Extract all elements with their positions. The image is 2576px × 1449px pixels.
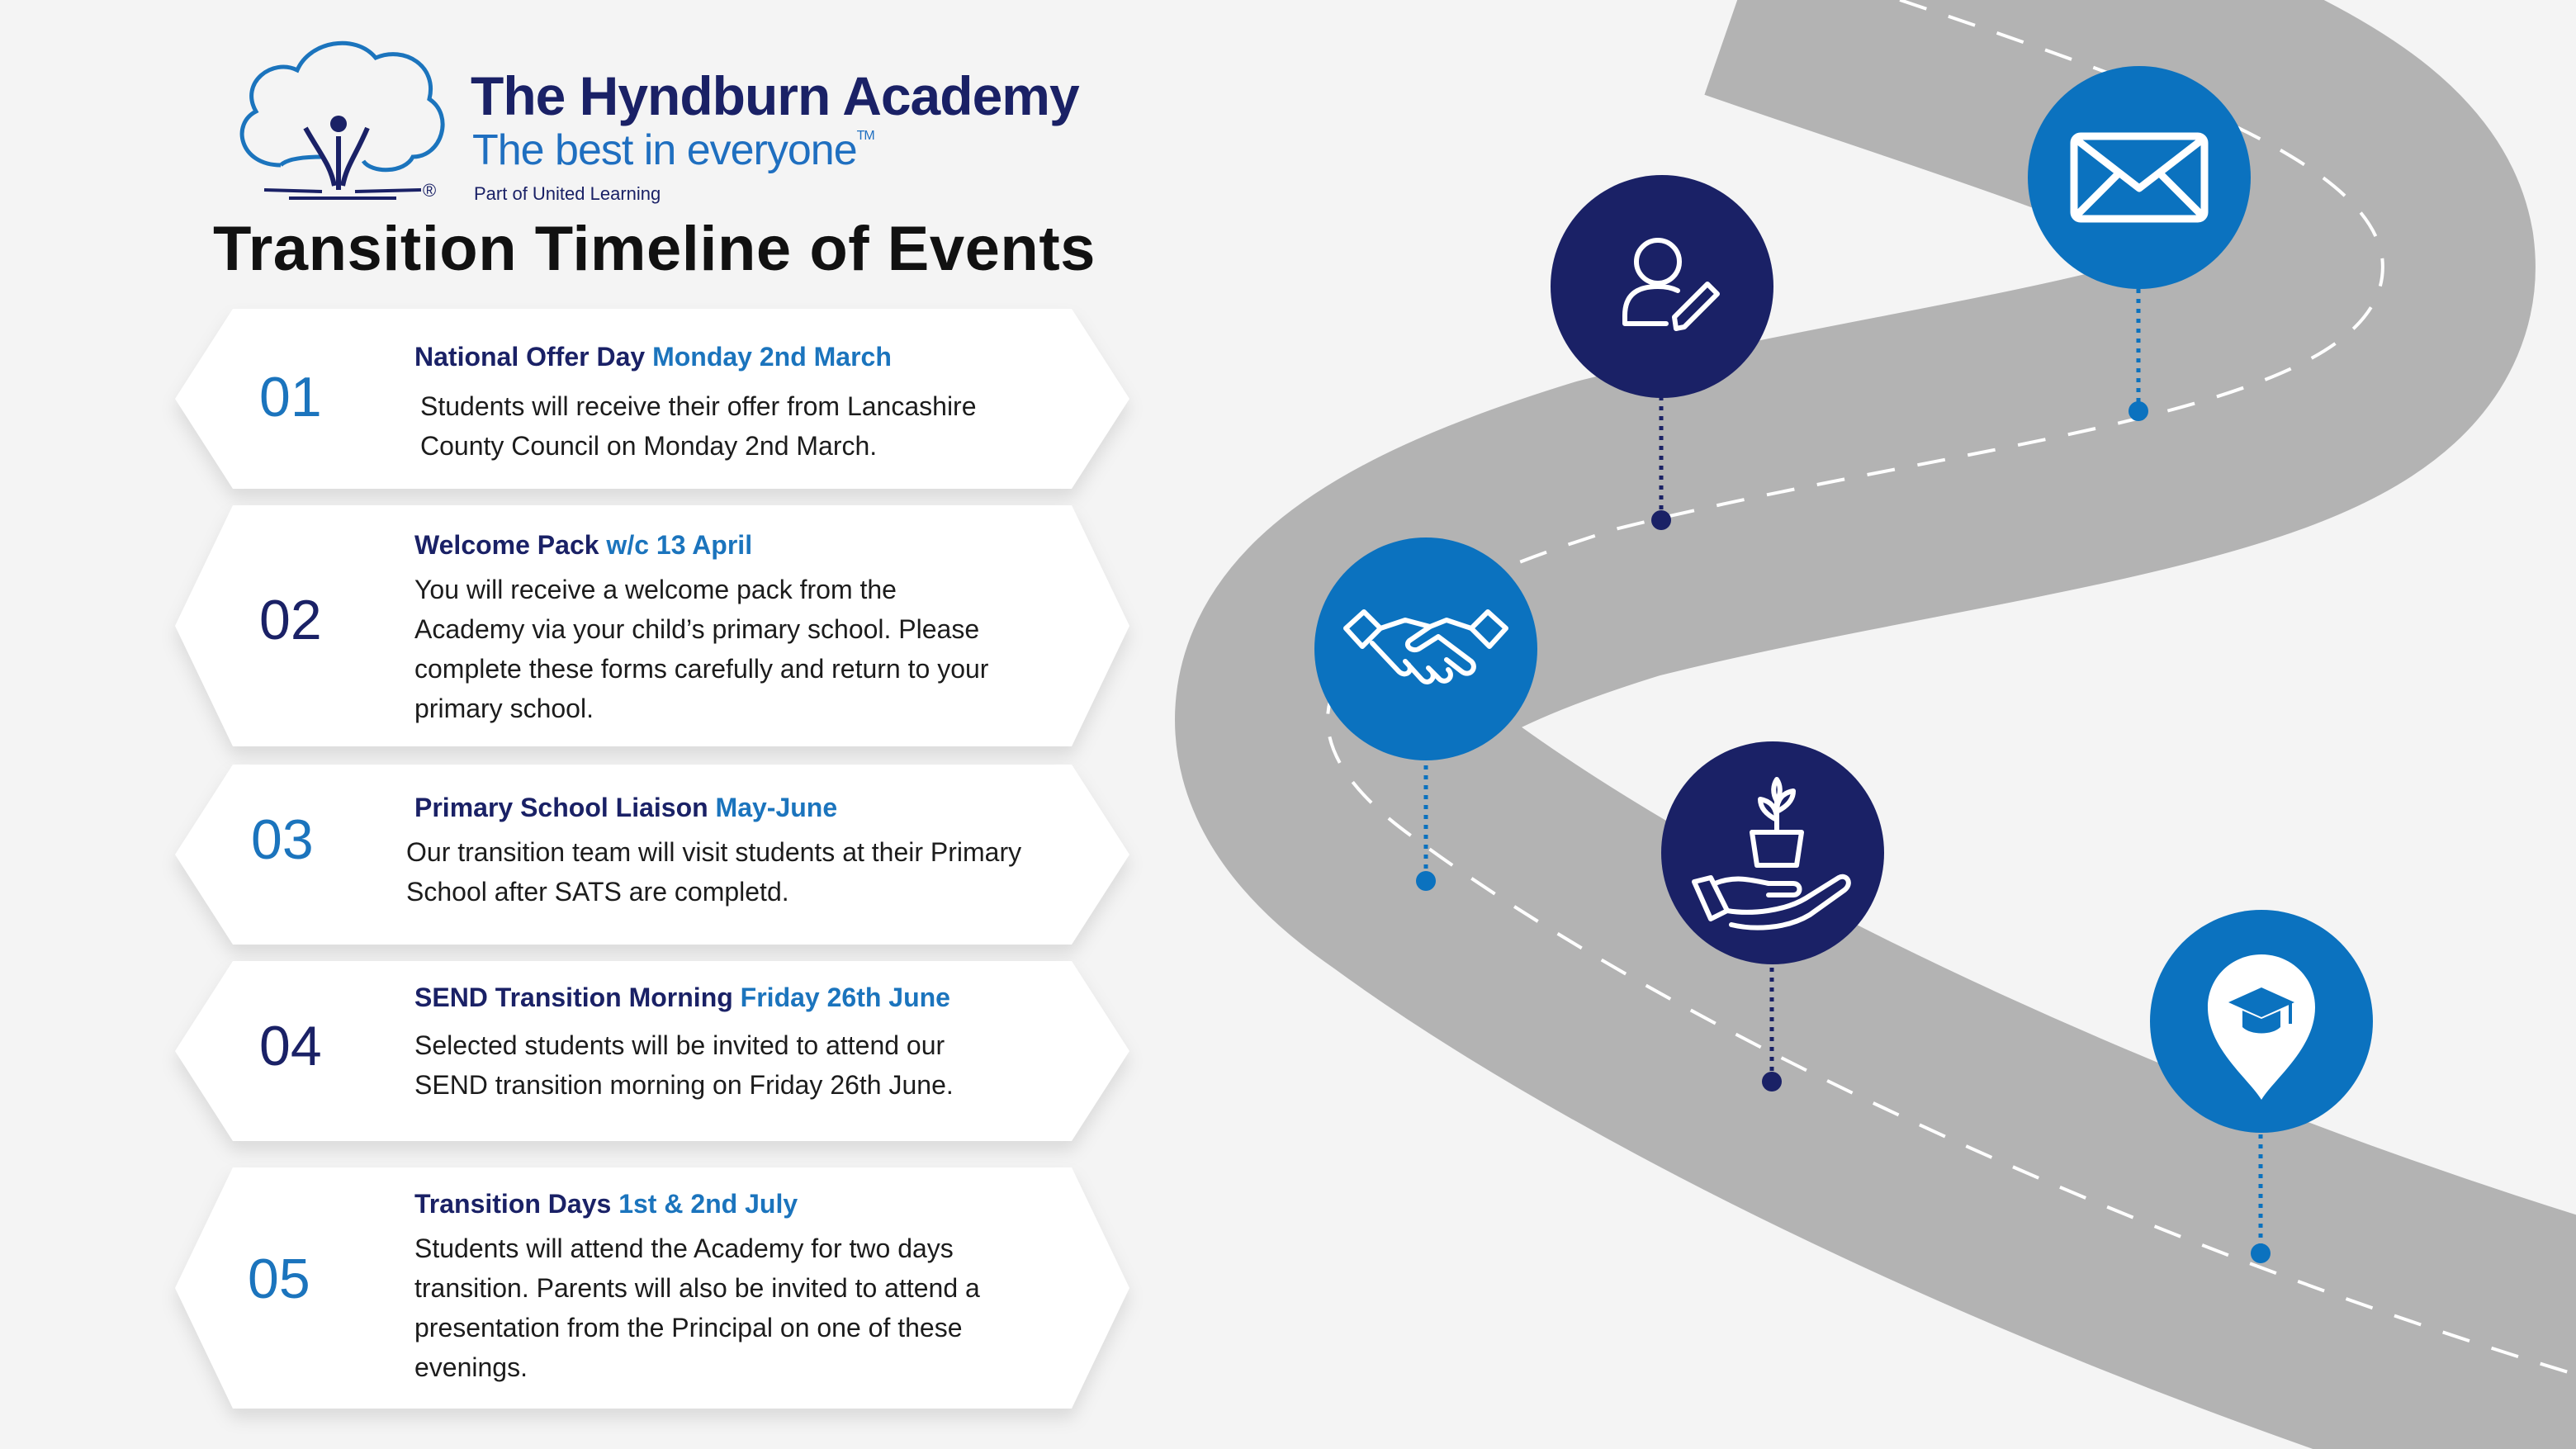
envelope-icon <box>2028 66 2251 289</box>
event-number: 05 <box>248 1248 310 1310</box>
event-number: 02 <box>259 589 322 651</box>
milestone-handshake <box>1314 537 1537 760</box>
event-description: Students will receive their offer from Lancashire County Council on Monday 2nd March. <box>420 391 977 461</box>
event-title: National Offer Day Monday 2nd March <box>414 342 892 372</box>
user-edit-icon <box>1551 175 1773 398</box>
school-name: The Hyndburn Academy <box>471 65 1079 126</box>
event-description: Selected students will be invited to attend our SEND transition morning on Friday 26th June. <box>414 1030 954 1100</box>
event-number: 01 <box>259 366 322 429</box>
event-title: Transition Days 1st & 2nd July <box>414 1189 798 1219</box>
plant-in-hand-icon <box>1661 741 1884 964</box>
school-tagline: The best in everyone™ <box>472 126 874 174</box>
event-number: 04 <box>259 1015 322 1077</box>
registered-mark: ® <box>423 180 437 201</box>
part-of-text: Part of United Learning <box>474 183 661 204</box>
event-date: w/c 13 April <box>606 530 753 560</box>
event-title: Primary School Liaison May-June <box>414 793 838 822</box>
milestone-user-edit <box>1551 175 1773 398</box>
milestone-plant <box>1661 741 1884 964</box>
event-number: 03 <box>251 808 314 871</box>
event-date: May-June <box>715 793 838 822</box>
milestone-envelope <box>2028 66 2251 289</box>
event-description: You will receive a welcome pack from the Academy via your child’s primary school. Please complete these forms carefully and return to your primary school. <box>414 575 989 723</box>
event-date: 1st & 2nd July <box>618 1189 798 1219</box>
event-date: Monday 2nd March <box>652 342 892 372</box>
event-description: Our transition team will visit students at their Primary School after SATS are completd. <box>406 837 1022 907</box>
event-title: Welcome Pack w/c 13 April <box>414 530 753 560</box>
event-date: Friday 26th June <box>740 983 950 1012</box>
handshake-icon <box>1314 537 1537 760</box>
event-title: SEND Transition Morning Friday 26th June <box>414 983 950 1012</box>
event-description: Students will attend the Academy for two days transition. Parents will also be invited to attend a presentation from the Principal on one of these evenings. <box>414 1234 980 1382</box>
page-title: Transition Timeline of Events <box>213 214 1096 284</box>
milestone-graduation <box>2150 910 2373 1133</box>
graduation-pin-icon <box>2150 910 2373 1133</box>
